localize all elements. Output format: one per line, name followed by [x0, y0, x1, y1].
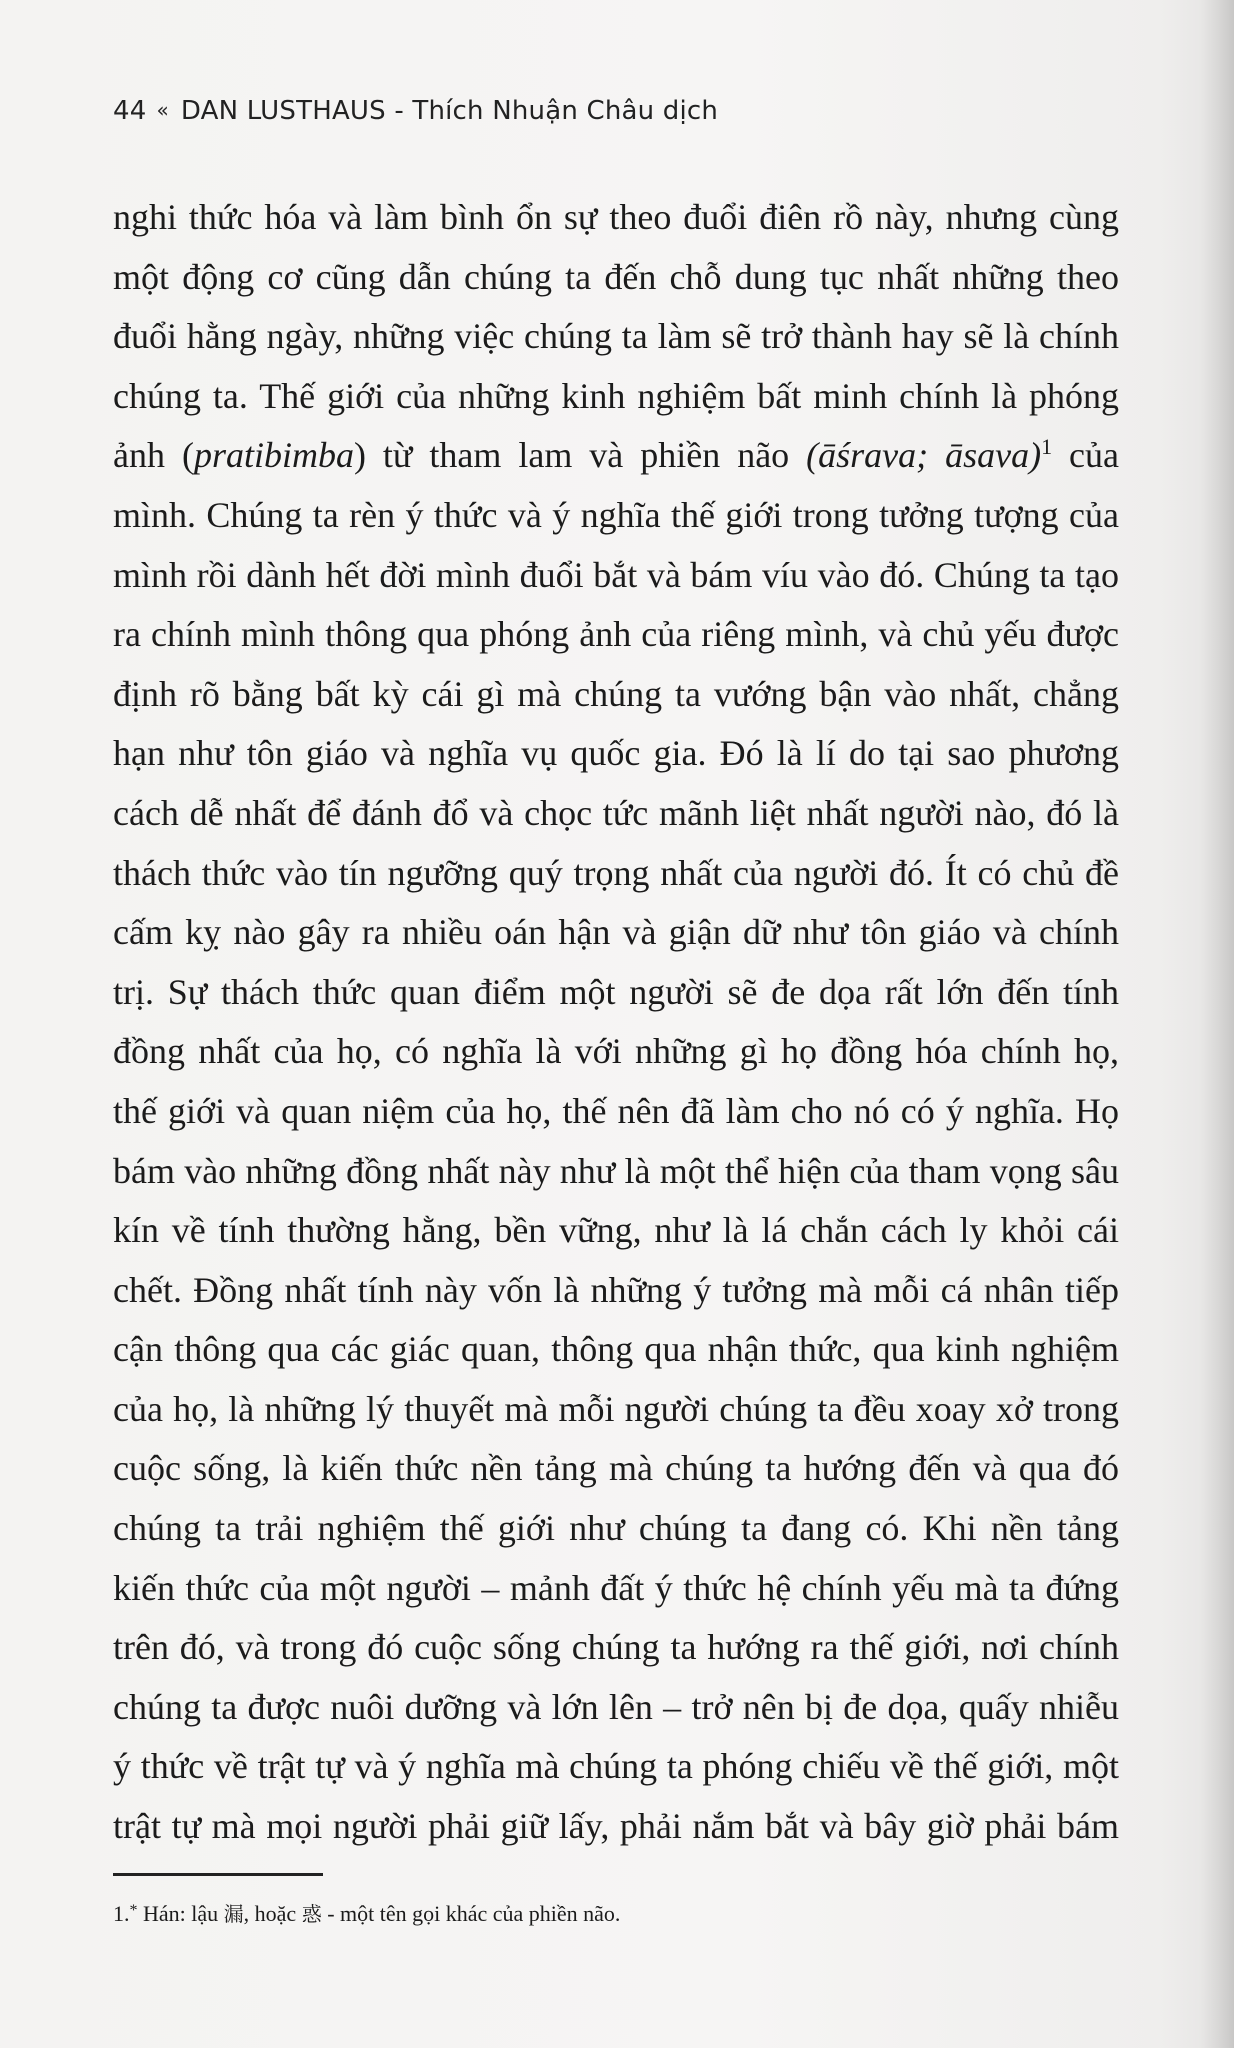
footnote-number: 1. [113, 1901, 130, 1926]
footnote-text: - một tên gọi khác của phiền não. [321, 1901, 621, 1926]
text-line: đồng nhất của họ, có nghĩa là với những gì họ đồng hóa chính họ, [113, 1031, 1119, 1072]
body-text [113, 188, 1119, 1857]
footnote-text: Hán: lậu [137, 1901, 224, 1926]
text-line: hạn như tôn giáo và nghĩa vụ quốc gia. Đó là lí do tại sao phương [113, 733, 1119, 774]
text-line: thế giới và quan niệm của họ, thế nên đã làm cho nó có ý nghĩa. Họ [113, 1090, 1119, 1131]
footnote-reference: 1 [1041, 434, 1053, 460]
text-line: kín về tính thường hằng, bền vững, như là lá chắn cách ly khỏi cái [113, 1210, 1119, 1251]
text-line: chúng ta. Thế giới của những kinh nghiệm bất minh chính là phóng [113, 375, 1119, 416]
text-line: bám vào những đồng nhất này như là một thể hiện của tham vọng sâu [113, 1150, 1119, 1191]
footnote-text: , hoặc [243, 1901, 302, 1926]
text-line: một động cơ cũng dẫn chúng ta đến chỗ dung tục nhất những theo [113, 256, 1119, 297]
text-segment: ) từ tham lam và phiền não [353, 435, 807, 476]
text-line: chúng ta trải nghiệm thế giới như chúng ta đang có. Khi nền tảng [113, 1508, 1119, 1549]
text-line: ra chính mình thông qua phóng ảnh của riêng mình, và chủ yếu được [113, 614, 1119, 655]
text-line: đuổi hằng ngày, những việc chúng ta làm sẽ trở thành hay sẽ là chính [113, 316, 1119, 357]
text-line: cấm kỵ nào gây ra nhiều oán hận và giận dữ như tôn giáo và chính [113, 912, 1119, 953]
text-line: ý thức về trật tự và ý nghĩa mà chúng ta phóng chiếu về thế giới, một [113, 1746, 1119, 1787]
text-line: cuộc sống, là kiến thức nền tảng mà chúng ta hướng đến và qua đó [113, 1448, 1119, 1489]
text-line: chúng ta được nuôi dưỡng và lớn lên – trở nên bị đe dọa, quấy nhiễu [113, 1686, 1119, 1727]
page-number: 44 [113, 96, 147, 126]
text-line: trên đó, và trong đó cuộc sống chúng ta hướng ra thế giới, nơi chính [113, 1627, 1119, 1668]
text-line-with-terms [113, 426, 1119, 486]
text-line: mình rồi dành hết đời mình đuổi bắt và bám víu vào đó. Chúng ta tạo [113, 554, 1119, 595]
text-line: của họ, là những lý thuyết mà mỗi người chúng ta đều xoay xở trong [113, 1388, 1119, 1429]
text-line: cách dễ nhất để đánh đổ và chọc tức mãnh liệt nhất người nào, đó là [113, 792, 1119, 833]
text-line: cận thông qua các giác quan, thông qua nhận thức, qua kinh nghiệm [113, 1329, 1119, 1370]
text-line: nghi thức hóa và làm bình ổn sự theo đuổi điên rồ này, nhưng cùng [113, 197, 1119, 237]
footnote [113, 1898, 620, 1927]
running-header [113, 96, 718, 126]
text-line: định rõ bằng bất kỳ cái gì mà chúng ta vướng bận vào nhất, chẳng [113, 673, 1119, 714]
sanskrit-pali-term: (āśrava; āsava) [806, 435, 1042, 476]
page-edge-shadow [1200, 0, 1234, 2048]
text-line: mình. Chúng ta rèn ý thức và ý nghĩa thế giới trong tưởng tượng của [113, 494, 1119, 535]
han-character: 漏 [223, 1902, 244, 1926]
footnote-asterisk: * [129, 1902, 138, 1919]
text-line: kiến thức của một người – mảnh đất ý thức hệ chính yếu mà ta đứng [113, 1567, 1119, 1608]
text-line: trị. Sự thách thức quan điểm một người sẽ đe dọa rất lớn đến tính [113, 971, 1119, 1012]
text-line: chết. Đồng nhất tính này vốn là những ý tưởng mà mỗi cá nhân tiếp [113, 1269, 1119, 1310]
text-segment: của [1052, 435, 1119, 476]
han-character: 惑 [301, 1902, 322, 1926]
sanskrit-term: pratibimba [193, 435, 354, 476]
text-line: trật tự mà mọi người phải giữ lấy, phải nắm bắt và bây giờ phải bám [113, 1806, 1119, 1847]
book-title: DAN LUSTHAUS - Thích Nhuận Châu dịch [180, 96, 719, 126]
header-separator: « [156, 98, 169, 122]
text-line: thách thức vào tín ngưỡng quý trọng nhất của người đó. Ít có chủ đề [113, 852, 1119, 893]
text-segment: ảnh ( [113, 435, 194, 476]
footnote-divider [113, 1873, 323, 1876]
